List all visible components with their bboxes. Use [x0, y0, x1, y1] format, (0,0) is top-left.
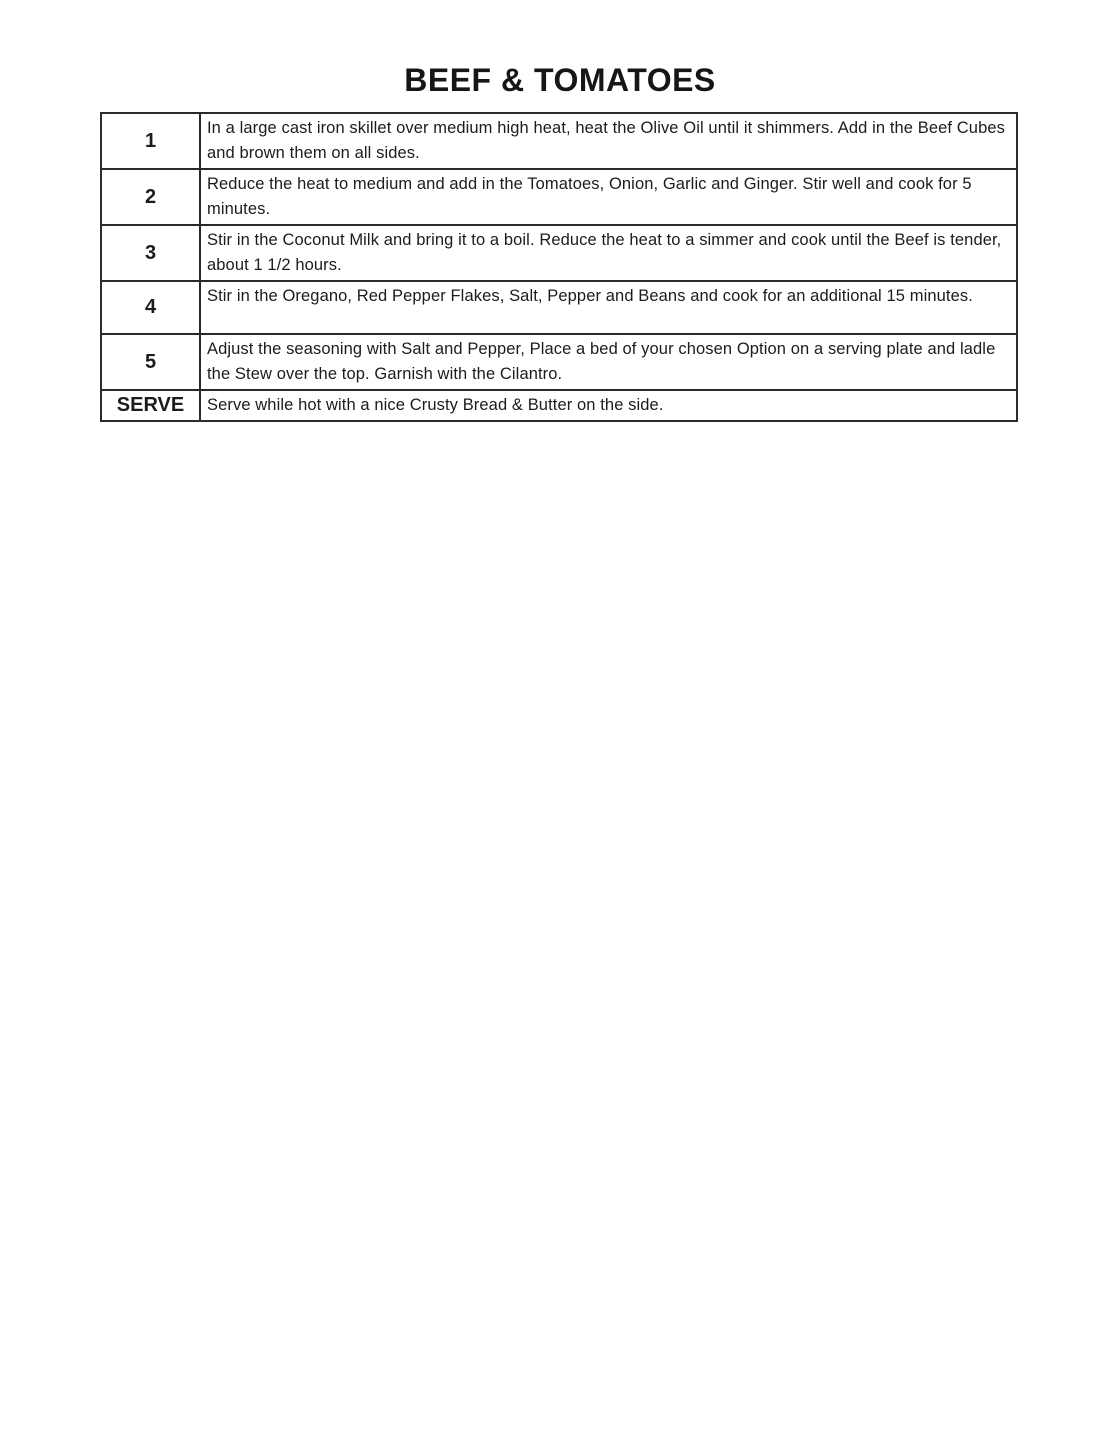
- step-instruction: In a large cast iron skillet over medium high heat, heat the Olive Oil until it shimmers. Add in the Beef Cubes and brown them on all sides.: [200, 113, 1017, 169]
- step-number: 2: [101, 169, 200, 225]
- serve-label: SERVE: [101, 390, 200, 421]
- step-number: 3: [101, 225, 200, 281]
- recipe-steps-table: [100, 112, 1018, 422]
- step-instruction: Adjust the seasoning with Salt and Pepper, Place a bed of your chosen Option on a serving plate and ladle the Stew over the top. Garnish with the Cilantro.: [200, 334, 1017, 390]
- table-row: [101, 390, 1017, 421]
- table-row: [101, 169, 1017, 225]
- table-row: [101, 334, 1017, 390]
- table-row: [101, 281, 1017, 334]
- table-row: [101, 225, 1017, 281]
- step-instruction: Reduce the heat to medium and add in the Tomatoes, Onion, Garlic and Ginger. Stir well and cook for 5 minutes.: [200, 169, 1017, 225]
- serve-instruction: Serve while hot with a nice Crusty Bread & Butter on the side.: [200, 390, 1017, 421]
- step-instruction: Stir in the Oregano, Red Pepper Flakes, Salt, Pepper and Beans and cook for an additional 15 minutes.: [200, 281, 1017, 334]
- step-number: 4: [101, 281, 200, 334]
- step-instruction: Stir in the Coconut Milk and bring it to a boil. Reduce the heat to a simmer and cook until the Beef is tender, about 1 1/2 hours.: [200, 225, 1017, 281]
- table-row: [101, 113, 1017, 169]
- step-number: 1: [101, 113, 200, 169]
- step-number: 5: [101, 334, 200, 390]
- page-title: BEEF & TOMATOES: [404, 62, 716, 98]
